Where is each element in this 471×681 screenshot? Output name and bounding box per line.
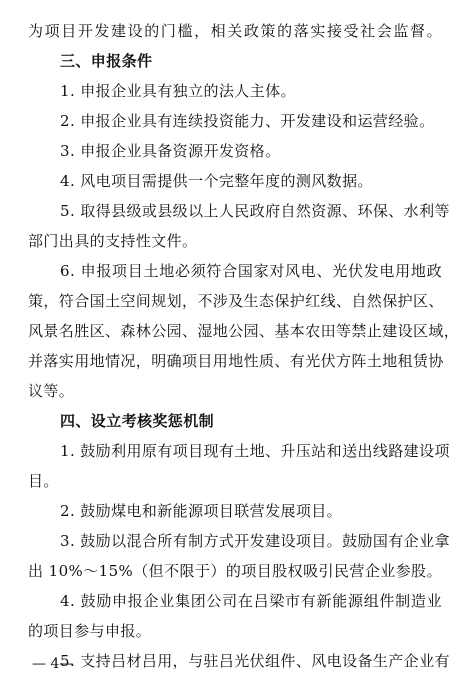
condition-item-4: 4. 风电项目需提供一个完整年度的测风数据。: [60, 172, 373, 190]
section-heading-assessment-mechanism: 四、设立考核奖惩机制: [60, 412, 215, 430]
page-number: — 4—: [32, 656, 74, 672]
condition-item-6-line-5: 议等。: [28, 382, 75, 400]
condition-item-6-line-3: 风景名胜区、森林公园、湿地公园、基本农田等禁止建设区域，: [28, 322, 460, 340]
condition-item-5-line-1: 5. 取得县级或县级以上人民政府自然资源、环保、水利等: [60, 202, 450, 220]
mechanism-item-1-line-1: 1. 鼓励利用原有项目现有土地、升压站和送出线路建设项: [60, 442, 450, 460]
condition-item-2: 2. 申报企业具有连续投资能力、开发建设和运营经验。: [60, 112, 435, 130]
section-heading-application-conditions: 三、申报条件: [60, 52, 153, 70]
paragraph-continuation-line: 为项目开发建设的门槛，相关政策的落实接受社会监督。: [28, 22, 442, 40]
condition-item-6-line-2: 策，符合国土空间规划，不涉及生态保护红线、自然保护区、: [28, 292, 444, 310]
mechanism-item-3-line-2: 出 10%～15%（但不限于）的项目股权吸引民营企业参股。: [28, 562, 442, 580]
mechanism-item-3-line-1: 3. 鼓励以混合所有制方式开发建设项目。鼓励国有企业拿: [60, 532, 450, 550]
mechanism-item-2: 2. 鼓励煤电和新能源项目联营发展项目。: [60, 502, 343, 520]
mechanism-item-4-line-2: 的项目参与申报。: [28, 622, 152, 640]
mechanism-item-4-line-1: 4. 鼓励申报企业集团公司在吕梁市有新能源组件制造业: [60, 592, 442, 610]
condition-item-1: 1. 申报企业具有独立的法人主体。: [60, 82, 296, 100]
condition-item-5-line-2: 部门出具的支持性文件。: [28, 232, 198, 250]
condition-item-6-line-1: 6. 申报项目土地必须符合国家对风电、光伏发电用地政: [60, 262, 442, 280]
condition-item-3: 3. 申报企业具备资源开发资格。: [60, 142, 281, 160]
condition-item-6-line-4: 并落实用地情况，明确项目用地性质、有光伏方阵土地租赁协: [28, 352, 444, 370]
mechanism-item-5-line-1: 5. 支持吕材吕用，与驻吕光伏组件、风电设备生产企业有: [60, 652, 450, 670]
mechanism-item-1-line-2: 目。: [28, 472, 59, 490]
